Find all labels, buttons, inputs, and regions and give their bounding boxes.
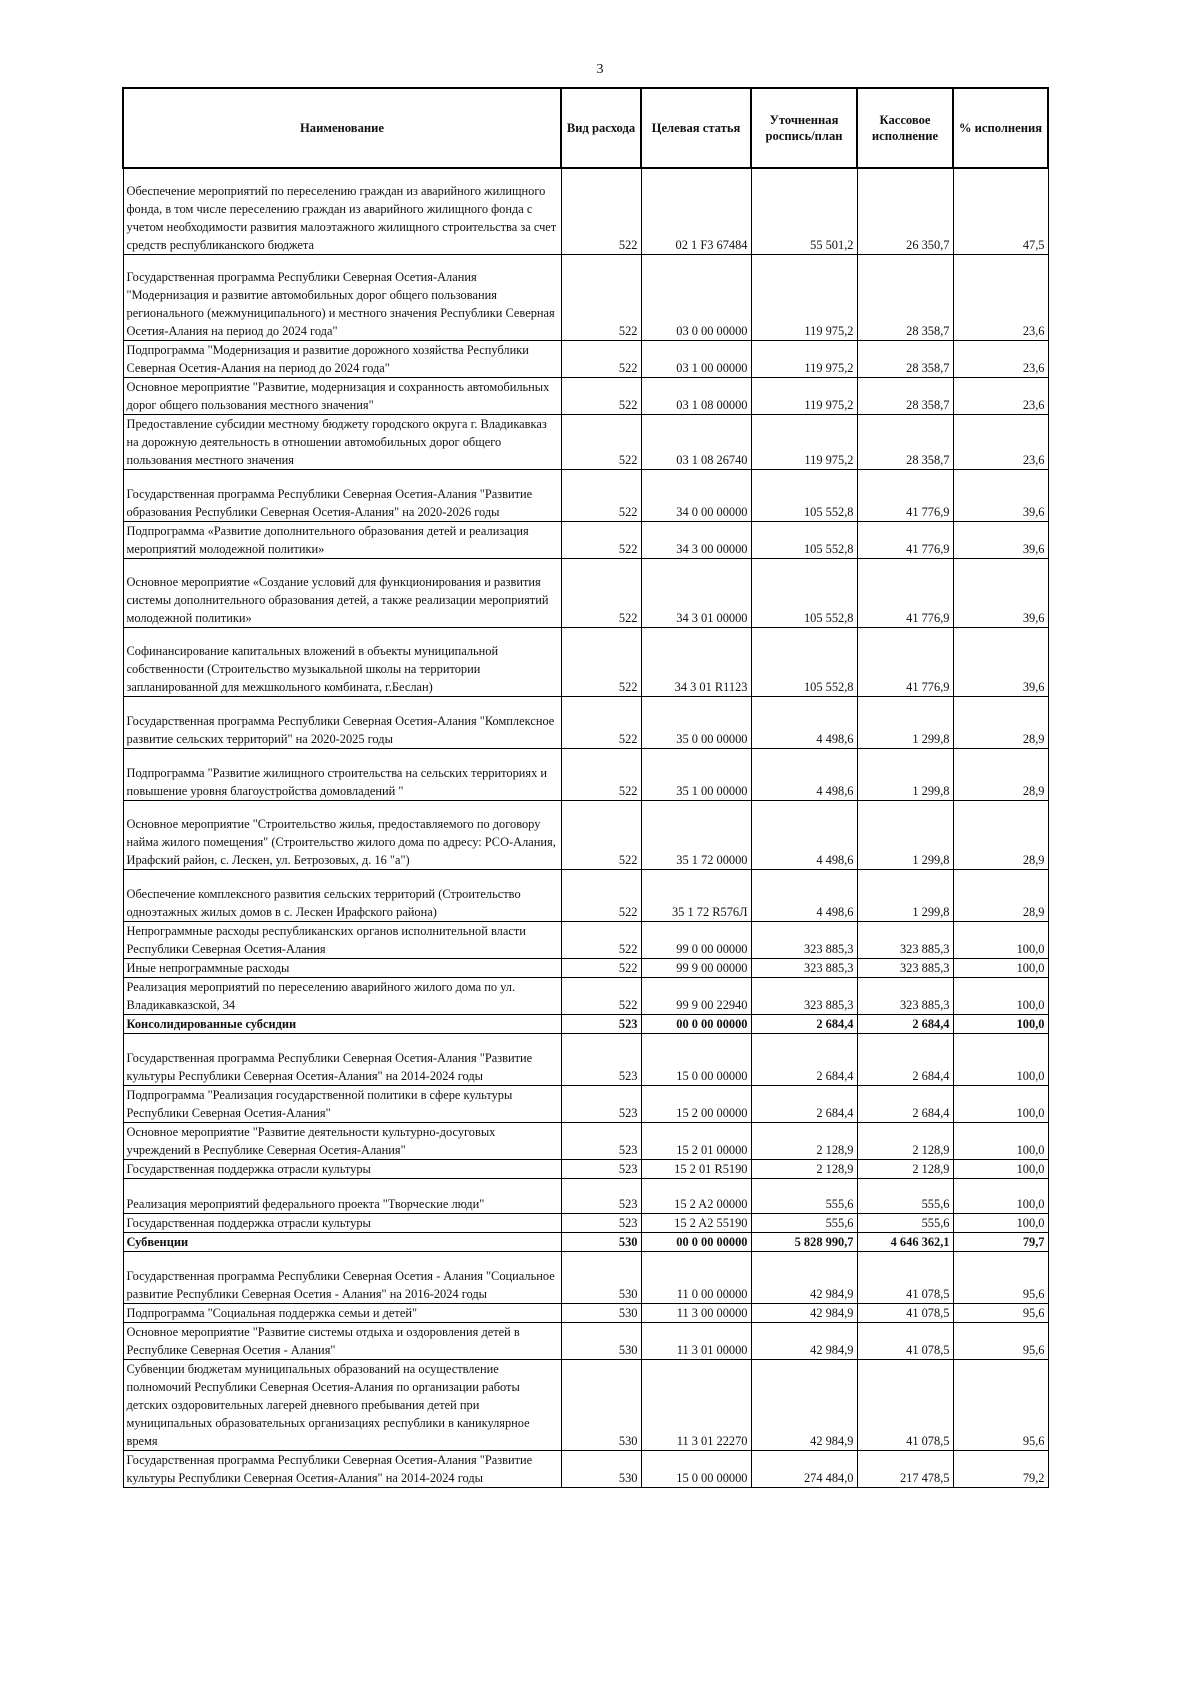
table-row bbox=[123, 558, 1048, 627]
row-plan-cell: 55 501,2 bbox=[751, 168, 857, 254]
row-cash-execution-cell: 323 885,3 bbox=[857, 977, 953, 1014]
header-percent-execution: % исполнения bbox=[953, 88, 1048, 168]
table-row bbox=[123, 1251, 1048, 1303]
table-row bbox=[123, 958, 1048, 977]
row-expense-type-cell: 522 bbox=[561, 558, 641, 627]
row-plan-cell: 2 684,4 bbox=[751, 1014, 857, 1033]
row-name-cell: Подпрограмма "Модернизация и развитие дорожного хозяйства Республики Северная Осетия-Алания на период до 2024 года" bbox=[123, 340, 561, 377]
row-percent-cell: 28,9 bbox=[953, 800, 1048, 869]
row-expense-type-cell: 523 bbox=[561, 1213, 641, 1232]
row-target-article-cell: 03 1 08 26740 bbox=[641, 414, 751, 469]
row-percent-cell: 100,0 bbox=[953, 1085, 1048, 1122]
row-percent-cell: 28,9 bbox=[953, 696, 1048, 748]
table-row bbox=[123, 1232, 1048, 1251]
row-percent-cell: 23,6 bbox=[953, 377, 1048, 414]
row-percent-cell: 23,6 bbox=[953, 340, 1048, 377]
header-expense-type: Вид расхода bbox=[561, 88, 641, 168]
row-name-cell: Государственная поддержка отрасли культуры bbox=[123, 1159, 561, 1178]
table-row bbox=[123, 340, 1048, 377]
row-cash-execution-cell: 41 776,9 bbox=[857, 627, 953, 696]
row-cash-execution-cell: 1 299,8 bbox=[857, 696, 953, 748]
row-plan-cell: 323 885,3 bbox=[751, 921, 857, 958]
row-percent-cell: 39,6 bbox=[953, 469, 1048, 521]
row-expense-type-cell: 522 bbox=[561, 696, 641, 748]
row-cash-execution-cell: 41 078,5 bbox=[857, 1303, 953, 1322]
table-row bbox=[123, 414, 1048, 469]
row-expense-type-cell: 522 bbox=[561, 168, 641, 254]
table-row bbox=[123, 1085, 1048, 1122]
table-row bbox=[123, 521, 1048, 558]
table-row bbox=[123, 1178, 1048, 1213]
row-plan-cell: 42 984,9 bbox=[751, 1322, 857, 1359]
row-percent-cell: 39,6 bbox=[953, 558, 1048, 627]
row-cash-execution-cell: 323 885,3 bbox=[857, 921, 953, 958]
row-name-cell: Иные непрограммные расходы bbox=[123, 958, 561, 977]
row-percent-cell: 100,0 bbox=[953, 977, 1048, 1014]
row-plan-cell: 105 552,8 bbox=[751, 521, 857, 558]
row-name-cell: Обеспечение мероприятий по переселению граждан из аварийного жилищного фонда, в том числе переселению граждан из аварийного жилищного фонда с учетом необходимости развития малоэтажного жилищного строительства за счет средств республиканского бюджета bbox=[123, 168, 561, 254]
table-row bbox=[123, 748, 1048, 800]
row-expense-type-cell: 523 bbox=[561, 1159, 641, 1178]
table-row bbox=[123, 1014, 1048, 1033]
table-row bbox=[123, 1122, 1048, 1159]
row-name-cell: Субвенции bbox=[123, 1232, 561, 1251]
row-expense-type-cell: 522 bbox=[561, 869, 641, 921]
row-expense-type-cell: 523 bbox=[561, 1014, 641, 1033]
row-target-article-cell: 15 0 00 00000 bbox=[641, 1450, 751, 1487]
row-cash-execution-cell: 2 684,4 bbox=[857, 1033, 953, 1085]
row-name-cell: Подпрограмма "Социальная поддержка семьи и детей" bbox=[123, 1303, 561, 1322]
row-expense-type-cell: 522 bbox=[561, 254, 641, 340]
row-name-cell: Государственная программа Республики Северная Осетия-Алания "Развитие культуры Республики Северная Осетия-Алания" на 2014-2024 годы bbox=[123, 1033, 561, 1085]
row-target-article-cell: 34 0 00 00000 bbox=[641, 469, 751, 521]
row-cash-execution-cell: 28 358,7 bbox=[857, 254, 953, 340]
row-percent-cell: 100,0 bbox=[953, 921, 1048, 958]
row-cash-execution-cell: 555,6 bbox=[857, 1178, 953, 1213]
row-target-article-cell: 35 1 72 R576Л bbox=[641, 869, 751, 921]
row-name-cell: Государственная поддержка отрасли культуры bbox=[123, 1213, 561, 1232]
row-plan-cell: 119 975,2 bbox=[751, 254, 857, 340]
row-target-article-cell: 15 2 A2 00000 bbox=[641, 1178, 751, 1213]
table-row bbox=[123, 800, 1048, 869]
row-plan-cell: 2 684,4 bbox=[751, 1033, 857, 1085]
table-row bbox=[123, 1033, 1048, 1085]
row-target-article-cell: 35 1 00 00000 bbox=[641, 748, 751, 800]
row-plan-cell: 2 128,9 bbox=[751, 1159, 857, 1178]
row-name-cell: Основное мероприятие "Развитие деятельности культурно-досуговых учреждений в Республике Северная Осетия-Алания" bbox=[123, 1122, 561, 1159]
row-target-article-cell: 00 0 00 00000 bbox=[641, 1014, 751, 1033]
row-percent-cell: 28,9 bbox=[953, 869, 1048, 921]
row-expense-type-cell: 522 bbox=[561, 958, 641, 977]
table-header-row bbox=[123, 88, 1048, 168]
header-cash-execution: Кассовое исполнение bbox=[857, 88, 953, 168]
row-plan-cell: 42 984,9 bbox=[751, 1359, 857, 1450]
row-plan-cell: 4 498,6 bbox=[751, 869, 857, 921]
row-plan-cell: 274 484,0 bbox=[751, 1450, 857, 1487]
row-expense-type-cell: 522 bbox=[561, 977, 641, 1014]
row-name-cell: Обеспечение комплексного развития сельских территорий (Строительство одноэтажных жилых домов в с. Лескен Ирафского района) bbox=[123, 869, 561, 921]
row-plan-cell: 555,6 bbox=[751, 1178, 857, 1213]
table-row bbox=[123, 869, 1048, 921]
row-expense-type-cell: 522 bbox=[561, 748, 641, 800]
row-plan-cell: 42 984,9 bbox=[751, 1251, 857, 1303]
row-percent-cell: 79,2 bbox=[953, 1450, 1048, 1487]
row-target-article-cell: 11 3 01 22270 bbox=[641, 1359, 751, 1450]
row-name-cell: Непрограммные расходы республиканских органов исполнительной власти Республики Северная Осетия-Алания bbox=[123, 921, 561, 958]
row-name-cell: Субвенции бюджетам муниципальных образований на осуществление полномочий Республики Северная Осетия-Алания по организации работы детских оздоровительных лагерей дневного пребывания детей при муниципальных образовательных организациях республики в каникулярное время bbox=[123, 1359, 561, 1450]
header-target-article: Целевая статья bbox=[641, 88, 751, 168]
row-cash-execution-cell: 28 358,7 bbox=[857, 340, 953, 377]
table-row bbox=[123, 1159, 1048, 1178]
row-cash-execution-cell: 41 078,5 bbox=[857, 1359, 953, 1450]
row-expense-type-cell: 522 bbox=[561, 377, 641, 414]
row-percent-cell: 39,6 bbox=[953, 627, 1048, 696]
row-target-article-cell: 35 0 00 00000 bbox=[641, 696, 751, 748]
row-target-article-cell: 00 0 00 00000 bbox=[641, 1232, 751, 1251]
table-row bbox=[123, 254, 1048, 340]
table-row bbox=[123, 1359, 1048, 1450]
row-cash-execution-cell: 41 078,5 bbox=[857, 1251, 953, 1303]
row-cash-execution-cell: 41 776,9 bbox=[857, 558, 953, 627]
row-name-cell: Основное мероприятие "Развитие системы отдыха и оздоровления детей в Республике Северная Осетия - Алания" bbox=[123, 1322, 561, 1359]
row-cash-execution-cell: 28 358,7 bbox=[857, 377, 953, 414]
row-expense-type-cell: 530 bbox=[561, 1322, 641, 1359]
row-plan-cell: 2 684,4 bbox=[751, 1085, 857, 1122]
row-cash-execution-cell: 28 358,7 bbox=[857, 414, 953, 469]
row-target-article-cell: 99 9 00 22940 bbox=[641, 977, 751, 1014]
row-plan-cell: 119 975,2 bbox=[751, 377, 857, 414]
row-percent-cell: 95,6 bbox=[953, 1303, 1048, 1322]
row-percent-cell: 100,0 bbox=[953, 1159, 1048, 1178]
row-name-cell: Предоставление субсидии местному бюджету городского округа г. Владикавказ на дорожную деятельность в отношении автомобильных дорог общего пользования местного значения bbox=[123, 414, 561, 469]
row-target-article-cell: 03 1 08 00000 bbox=[641, 377, 751, 414]
row-plan-cell: 2 128,9 bbox=[751, 1122, 857, 1159]
row-plan-cell: 119 975,2 bbox=[751, 340, 857, 377]
row-plan-cell: 119 975,2 bbox=[751, 414, 857, 469]
row-plan-cell: 105 552,8 bbox=[751, 469, 857, 521]
row-cash-execution-cell: 2 128,9 bbox=[857, 1159, 953, 1178]
row-cash-execution-cell: 41 776,9 bbox=[857, 521, 953, 558]
row-plan-cell: 105 552,8 bbox=[751, 627, 857, 696]
row-expense-type-cell: 522 bbox=[561, 800, 641, 869]
row-percent-cell: 28,9 bbox=[953, 748, 1048, 800]
row-name-cell: Государственная программа Республики Северная Осетия-Алания "Комплексное развитие сельских территорий" на 2020-2025 годы bbox=[123, 696, 561, 748]
row-plan-cell: 323 885,3 bbox=[751, 958, 857, 977]
row-plan-cell: 555,6 bbox=[751, 1213, 857, 1232]
row-name-cell: Консолидированные субсидии bbox=[123, 1014, 561, 1033]
table-row bbox=[123, 168, 1048, 254]
row-target-article-cell: 15 2 01 00000 bbox=[641, 1122, 751, 1159]
row-expense-type-cell: 530 bbox=[561, 1232, 641, 1251]
row-expense-type-cell: 523 bbox=[561, 1178, 641, 1213]
row-expense-type-cell: 523 bbox=[561, 1122, 641, 1159]
row-expense-type-cell: 522 bbox=[561, 340, 641, 377]
row-target-article-cell: 34 3 01 00000 bbox=[641, 558, 751, 627]
row-target-article-cell: 03 1 00 00000 bbox=[641, 340, 751, 377]
row-name-cell: Государственная программа Республики Северная Осетия-Алания "Развитие культуры Республики Северная Осетия-Алания" на 2014-2024 годы bbox=[123, 1450, 561, 1487]
row-percent-cell: 95,6 bbox=[953, 1359, 1048, 1450]
row-cash-execution-cell: 41 078,5 bbox=[857, 1322, 953, 1359]
table-row bbox=[123, 469, 1048, 521]
row-expense-type-cell: 522 bbox=[561, 921, 641, 958]
row-plan-cell: 4 498,6 bbox=[751, 748, 857, 800]
row-plan-cell: 4 498,6 bbox=[751, 800, 857, 869]
row-target-article-cell: 15 2 A2 55190 bbox=[641, 1213, 751, 1232]
row-percent-cell: 100,0 bbox=[953, 1122, 1048, 1159]
row-expense-type-cell: 523 bbox=[561, 1033, 641, 1085]
row-cash-execution-cell: 1 299,8 bbox=[857, 869, 953, 921]
row-target-article-cell: 02 1 F3 67484 bbox=[641, 168, 751, 254]
row-name-cell: Государственная программа Республики Северная Осетия - Алания "Социальное развитие Республики Северная Осетия - Алания" на 2016-2024 годы bbox=[123, 1251, 561, 1303]
row-cash-execution-cell: 41 776,9 bbox=[857, 469, 953, 521]
row-target-article-cell: 35 1 72 00000 bbox=[641, 800, 751, 869]
header-name: Наименование bbox=[123, 88, 561, 168]
row-percent-cell: 23,6 bbox=[953, 254, 1048, 340]
row-percent-cell: 100,0 bbox=[953, 1213, 1048, 1232]
row-percent-cell: 100,0 bbox=[953, 1014, 1048, 1033]
table-row bbox=[123, 627, 1048, 696]
row-percent-cell: 79,7 bbox=[953, 1232, 1048, 1251]
table-row bbox=[123, 377, 1048, 414]
row-cash-execution-cell: 323 885,3 bbox=[857, 958, 953, 977]
row-name-cell: Реализация мероприятий федерального проекта "Творческие люди" bbox=[123, 1178, 561, 1213]
row-percent-cell: 47,5 bbox=[953, 168, 1048, 254]
budget-table bbox=[122, 87, 1049, 1488]
row-expense-type-cell: 530 bbox=[561, 1359, 641, 1450]
table-row bbox=[123, 1303, 1048, 1322]
row-name-cell: Реализация мероприятий по переселению аварийного жилого дома по ул. Владикавказской, 34 bbox=[123, 977, 561, 1014]
row-name-cell: Основное мероприятие «Создание условий для функционирования и развития системы дополнительного образования детей, а также реализации мероприятий молодежной политики» bbox=[123, 558, 561, 627]
row-percent-cell: 23,6 bbox=[953, 414, 1048, 469]
row-target-article-cell: 11 3 01 00000 bbox=[641, 1322, 751, 1359]
row-plan-cell: 42 984,9 bbox=[751, 1303, 857, 1322]
row-plan-cell: 105 552,8 bbox=[751, 558, 857, 627]
row-name-cell: Подпрограмма «Развитие дополнительного образования детей и реализация мероприятий молодежной политики» bbox=[123, 521, 561, 558]
row-plan-cell: 4 498,6 bbox=[751, 696, 857, 748]
row-cash-execution-cell: 2 128,9 bbox=[857, 1122, 953, 1159]
row-cash-execution-cell: 555,6 bbox=[857, 1213, 953, 1232]
row-cash-execution-cell: 217 478,5 bbox=[857, 1450, 953, 1487]
row-percent-cell: 100,0 bbox=[953, 958, 1048, 977]
row-expense-type-cell: 522 bbox=[561, 627, 641, 696]
row-percent-cell: 95,6 bbox=[953, 1251, 1048, 1303]
row-expense-type-cell: 523 bbox=[561, 1085, 641, 1122]
row-name-cell: Государственная программа Республики Северная Осетия-Алания "Развитие образования Республики Северная Осетия-Алания" на 2020-2026 годы bbox=[123, 469, 561, 521]
row-target-article-cell: 99 0 00 00000 bbox=[641, 921, 751, 958]
table-row bbox=[123, 977, 1048, 1014]
row-name-cell: Основное мероприятие "Развитие, модернизация и сохранность автомобильных дорог общего пользования местного значения" bbox=[123, 377, 561, 414]
row-percent-cell: 100,0 bbox=[953, 1033, 1048, 1085]
row-cash-execution-cell: 1 299,8 bbox=[857, 748, 953, 800]
row-name-cell: Основное мероприятие "Строительство жилья, предоставляемого по договору найма жилого помещения" (Строительство жилого дома по адресу: РСО-Алания, Ирафский район, с. Лескен, ул. Бетрозовых, д. 16 "а") bbox=[123, 800, 561, 869]
row-expense-type-cell: 530 bbox=[561, 1251, 641, 1303]
row-target-article-cell: 15 2 00 00000 bbox=[641, 1085, 751, 1122]
row-target-article-cell: 99 9 00 00000 bbox=[641, 958, 751, 977]
row-target-article-cell: 34 3 01 R1123 bbox=[641, 627, 751, 696]
row-plan-cell: 5 828 990,7 bbox=[751, 1232, 857, 1251]
row-expense-type-cell: 522 bbox=[561, 414, 641, 469]
row-target-article-cell: 15 2 01 R5190 bbox=[641, 1159, 751, 1178]
table-row bbox=[123, 696, 1048, 748]
row-cash-execution-cell: 4 646 362,1 bbox=[857, 1232, 953, 1251]
row-target-article-cell: 11 3 00 00000 bbox=[641, 1303, 751, 1322]
row-name-cell: Государственная программа Республики Северная Осетия-Алания "Модернизация и развитие автомобильных дорог общего пользования регионального (межмуниципального) и местного значения Республики Северная Осетия-Алания на период до 2024 года" bbox=[123, 254, 561, 340]
row-name-cell: Подпрограмма "Развитие жилищного строительства на сельских территориях и повышение уровня благоустройства домовладений " bbox=[123, 748, 561, 800]
row-expense-type-cell: 530 bbox=[561, 1450, 641, 1487]
table-row bbox=[123, 1322, 1048, 1359]
row-name-cell: Подпрограмма "Реализация государственной политики в сфере культуры Республики Северная Осетия-Алания" bbox=[123, 1085, 561, 1122]
row-cash-execution-cell: 2 684,4 bbox=[857, 1085, 953, 1122]
row-percent-cell: 100,0 bbox=[953, 1178, 1048, 1213]
header-plan: Уточненная роспись/план bbox=[751, 88, 857, 168]
row-expense-type-cell: 530 bbox=[561, 1303, 641, 1322]
row-plan-cell: 323 885,3 bbox=[751, 977, 857, 1014]
row-expense-type-cell: 522 bbox=[561, 521, 641, 558]
table-row bbox=[123, 1213, 1048, 1232]
row-percent-cell: 95,6 bbox=[953, 1322, 1048, 1359]
table-row bbox=[123, 921, 1048, 958]
row-cash-execution-cell: 2 684,4 bbox=[857, 1014, 953, 1033]
row-expense-type-cell: 522 bbox=[561, 469, 641, 521]
row-target-article-cell: 03 0 00 00000 bbox=[641, 254, 751, 340]
row-name-cell: Софинансирование капитальных вложений в объекты муниципальной собственности (Строительство музыкальной школы на территории запланированной для межшкольного комбината, г.Беслан) bbox=[123, 627, 561, 696]
row-cash-execution-cell: 1 299,8 bbox=[857, 800, 953, 869]
page-number: 3 bbox=[596, 62, 604, 77]
row-percent-cell: 39,6 bbox=[953, 521, 1048, 558]
table-row bbox=[123, 1450, 1048, 1487]
row-target-article-cell: 15 0 00 00000 bbox=[641, 1033, 751, 1085]
row-target-article-cell: 34 3 00 00000 bbox=[641, 521, 751, 558]
row-cash-execution-cell: 26 350,7 bbox=[857, 168, 953, 254]
row-target-article-cell: 11 0 00 00000 bbox=[641, 1251, 751, 1303]
